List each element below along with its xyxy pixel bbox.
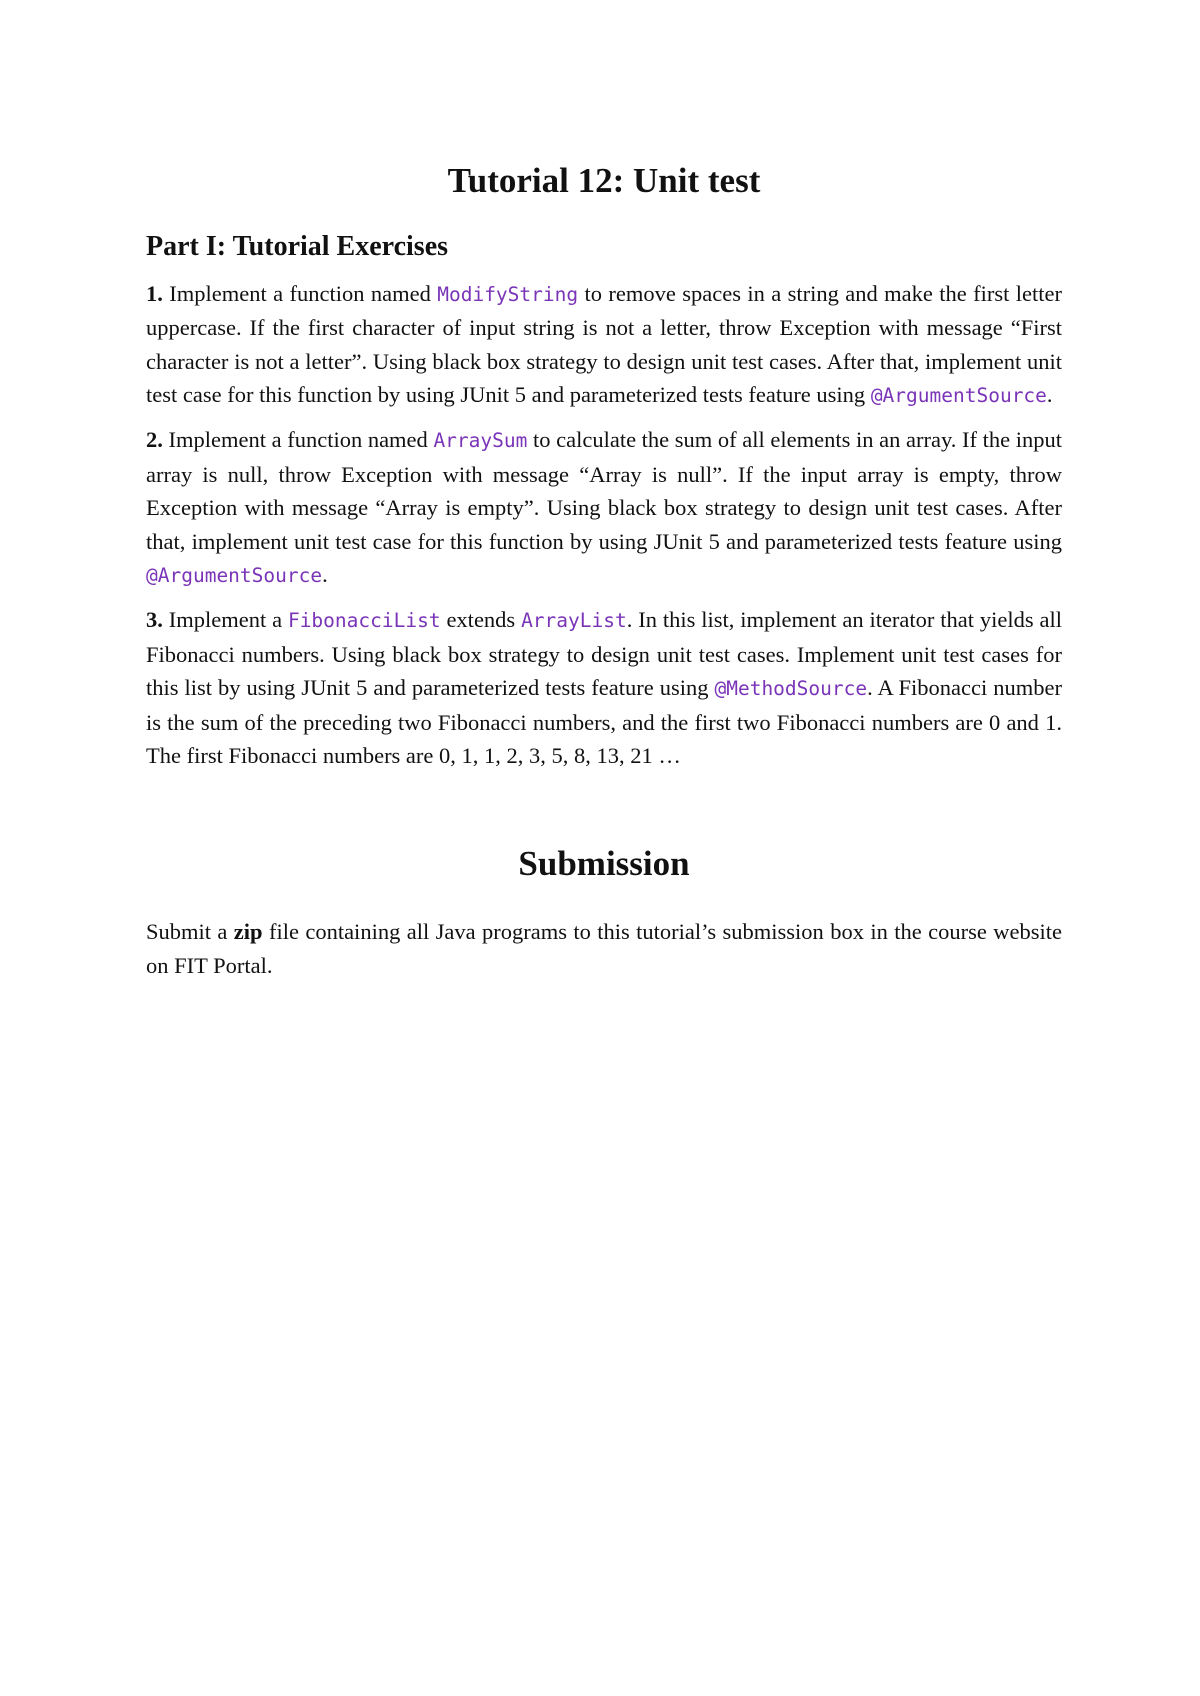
exercise-text: . <box>322 562 328 588</box>
submission-heading: Submission <box>518 843 690 883</box>
exercise-text: . <box>1046 382 1053 408</box>
submission-text <box>146 915 1062 982</box>
code-term: ModifyString <box>437 282 579 306</box>
submission-text-part: Submit a <box>146 918 234 944</box>
exercise-text: Implement a function named <box>162 426 434 452</box>
document-page <box>146 150 1062 982</box>
exercise-number: 1. <box>146 280 163 306</box>
document-title: Tutorial 12: Unit test <box>447 161 761 200</box>
code-term: FibonacciList <box>287 608 441 632</box>
exercise-text: extends <box>440 606 522 632</box>
exercise-number: 2. <box>146 426 163 452</box>
code-term: ArrayList <box>521 608 627 632</box>
code-term: ArraySum <box>433 428 528 452</box>
exercise-text: . A Fibonacci number is the sum of the preceding two Fibonacci numbers, and the first two Fibonacci numbers are 0 and 1. The first Fibonacci numbers are 0, 1, 1, 2, 3, 5, 8, 13, 21 … <box>146 675 1062 769</box>
exercise-text: to calculate the sum of all elements in an array. If the input array is null, throw Exception with message “Array is null”. If the input array is empty, throw Exception with message “Array is empty”. Using black box strategy to design unit test cases. After that, implement unit test case for this function by using JUnit 5 and parameterized tests feature using <box>146 426 1062 554</box>
zip-keyword: zip <box>233 918 263 944</box>
exercise-3 <box>146 603 1062 773</box>
exercise-number: 3. <box>146 606 163 632</box>
code-term: @ArgumentSource <box>870 384 1047 408</box>
part-heading: Part I: Tutorial Exercises <box>146 231 449 262</box>
code-term: @MethodSource <box>714 677 868 701</box>
exercise-text: Implement a function named <box>162 280 438 306</box>
code-term: @ArgumentSource <box>146 564 323 588</box>
submission-text-part: file containing all Java programs to this tutorial’s submission box in the course website on FIT Portal. <box>146 918 1062 978</box>
exercise-text: Implement a <box>162 606 288 632</box>
exercise-text: . In this list, implement an iterator that yields all Fibonacci numbers. Using black box strategy to design unit test cases. Implement unit test cases for this list by using JUnit 5 and parameterized tests feature using <box>146 606 1062 701</box>
exercise-2 <box>146 423 1062 593</box>
exercise-text: to remove spaces in a string and make the first letter uppercase. If the first character of input string is not a letter, throw Exception with message “First character is not a letter”. Using black box strategy to design unit test cases. After that, implement unit test case for this function by using JUnit 5 and parameterized tests feature using <box>146 280 1062 408</box>
exercise-1 <box>146 277 1062 413</box>
